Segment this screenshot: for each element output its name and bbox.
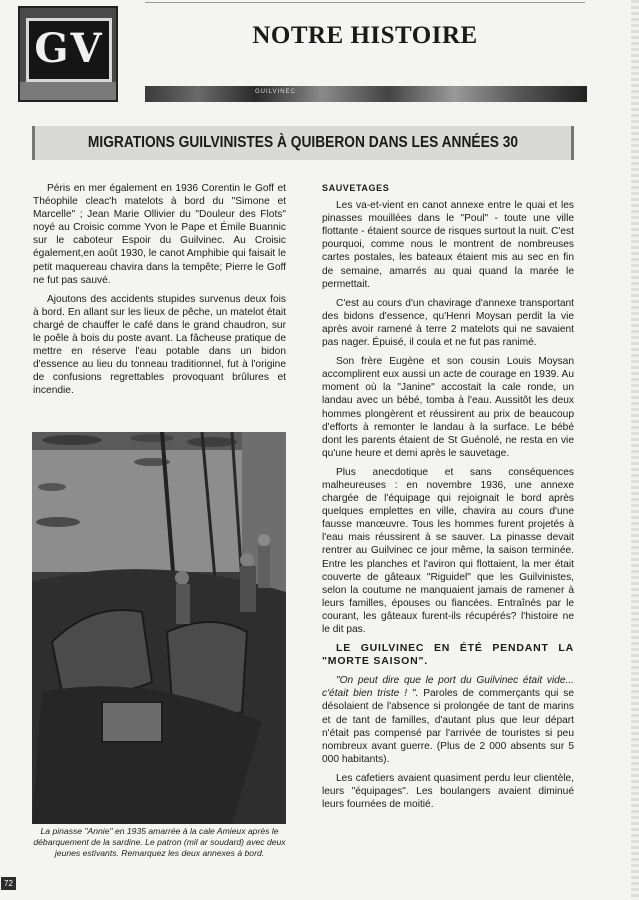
left-column — [33, 182, 286, 404]
page-edge — [631, 0, 639, 900]
quote-text: "On peut dire que le port du Guilvinec était vide... c'était bien triste ! ". — [322, 675, 574, 700]
right-paragraph: Les cafetiers avaient quasiment perdu leur clientèle, leurs "équipages". Les boulangers avaient diminué leurs fournées de moitié. — [322, 772, 574, 811]
page-number: 72 — [1, 877, 16, 890]
section-heading-sauvetages: SAUVETAGES — [322, 183, 390, 193]
section-heading-morte-saison: LE GUILVINEC EN ÉTÉ PENDANT LA "MORTE SAISON". — [322, 642, 574, 668]
right-paragraph: C'est au cours d'un chavirage d'annexe transportant des bidons d'essence, qu'Henri Moysan perdit la vie après avoir ramené à terre 2 matelots qui ne savaient pas nager. Épuisé, il coula et ne fut pas ranimé. — [322, 297, 574, 349]
quote-followup: Paroles de commerçants qui se désolaient de l'absence si prolongée de tant de marins et de tant de familles, d'autant plus que leur départ n'était pas compensé par l'arrivée de touristes si peu nombreux avant guerre. (Plus de 2 000 absents sur 5 000 habitants). — [322, 688, 574, 765]
logo-plate: GV — [26, 18, 112, 82]
harbor-photo — [32, 432, 286, 824]
right-paragraph: Plus anecdotique et sans conséquences malheureuses : en novembre 1936, une annexe chargée de l'équipage qui rejoignait le bord après quelques emplettes en ville, chavira au cours d'une fausse manœuvre. Tous les hommes furent projetés à l'eau mais réussirent à se sauver. La pinasse devait rentrer au Guilvinec ce jour même, la saison terminée. Entre les planches et l'aviron qui flottaient, la mer était couverte de gâteaux "Riguidel" que les Guilvinistes, selon la coutume ne manquaient jamais de ramener à leurs familles, épouses ou fiancées. Entraînés par le courant, les gâteaux furent-ils récupérés? l'histoire ne le dit pas. — [322, 466, 574, 635]
right-paragraph-quote — [322, 674, 574, 766]
logo-base — [20, 82, 116, 100]
left-paragraph: Péris en mer également en 1936 Corentin le Goff et Théophile cleac'h matelots à bord du "Simone et Marcelle" ; Jean Marie Ollivier du "Douleur des Flots" noyé au Croisic comme Yvon le Pape et Émile Buannic sur le caboteur Espoir du Guilvinec. Au Croisic également,en août 1930, le canot Amphibie qui faisait le petit maquereau chavira dans la tempête; Pierre le Goff ne fut pas sauvé. — [33, 183, 286, 286]
section-title: NOTRE HISTOIRE — [252, 22, 478, 49]
article-title: MIGRATIONS GUILVINISTES À QUIBERON DANS LES ANNÉES 30 — [87, 134, 519, 151]
boats-banner-image — [145, 86, 587, 102]
gv-logo — [18, 6, 118, 102]
right-paragraph: Les va-et-vient en canot annexe entre le quai et les pinasses mouillées dans le "Poul" - toute une ville flottante - étaient source de risques surtout la nuit. C'est pourquoi, comme nous le montrent de nombreuses cartes postales, les bateaux étaient mis au sec en fin de semaine, amarrés au quai quand la marée le permettait. — [322, 200, 574, 290]
harbor-photo-illustration — [32, 432, 286, 824]
right-paragraph: Son frère Eugène et son cousin Louis Moysan accomplirent eux aussi un acte de courage en 1939. Au moment où la "Janine" accostait la cale ronde, un landau avec un bébé, tomba à l'eau. Aussitôt les deux hommes plongèrent et réussirent au prix de beaucoup d'efforts à remonter le landau à la surface. Le bébé dont les parents étaient de St Guénolé, ne resta en vie qu'une heure et demi après le sauvetage. — [322, 356, 574, 459]
article-title-bar — [32, 126, 574, 160]
right-column — [322, 182, 574, 817]
banner-label: GUILVINEC — [255, 89, 296, 95]
left-paragraph: Ajoutons des accidents stupides survenus deux fois à bord. En allant sur les lieux de pêche, un matelot était chargé de chauffer le café dans le grand chaudron, sur le poêle à bois du poste avant. La fâcheuse pratique de mettre en réserve l'eau potable dans un bidon d'essence au lieu du tonneau traditionnel, fut à l'origine de confusions regrettables provoquant brûlures et incendie. — [33, 293, 286, 397]
photo-caption: La pinasse "Annie" en 1935 amarrée à la cale Amieux après le débarquement de la sardine. Le patron (mil ar soudard) avec deux jeunes estivants. Remarquez les deux annexes à bord. — [33, 826, 286, 858]
top-rule — [145, 2, 585, 3]
